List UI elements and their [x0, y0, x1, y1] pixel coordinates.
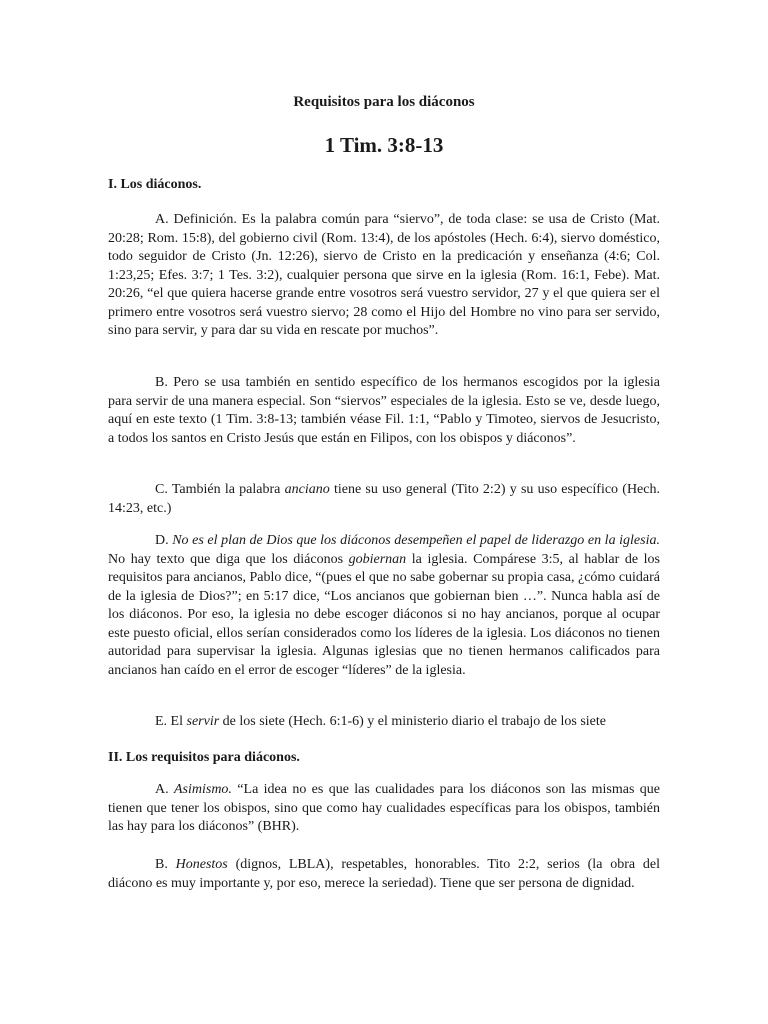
section-heading-diaconos: I. Los diáconos. [108, 177, 202, 192]
para-d-text-after: la iglesia. Compárese 3:5, al hablar de los requisitos para ancianos, Pablo dice, “(pues el que no sabe gobernar su propia casa, ¿cómo cuidará de la iglesia de Dios?”; en 5:17 dice, “Los ancianos que gobiernan bien …”. Nunca habla así de los diáconos. Por eso, la iglesia no debe escoger diáconos si no hay ancianos, porque al ocupar este puesto oficial, ellos serían considerados como los líderes de la iglesia. Los diáconos no tienen autoridad para supervisar la iglesia. Algunas iglesias que no tienen hermanos calificados para ancianos han caído en el error de escoger “líderes” de la iglesia. [108, 551, 661, 678]
sec2-para-b-after: (dignos, LBLA), respetables, honorables. Tito 2:2, serios (la obra del diácono es muy importante y, por eso, merece la seriedad). Tiene que ser persona de dignidad. [108, 857, 660, 891]
para-d-italic-1: No es el plan de Dios que los diáconos desempeñen el papel de liderazgo en la iglesia. [172, 533, 660, 548]
para-e-text-after: de los siete (Hech. 6:1-6) y el ministerio diario el trabajo de los siete [219, 714, 607, 729]
paragraph-definicion: A. Definición. Es la palabra común para “siervo”, de toda clase: se usa de Cristo (Mat. 20:28; Rom. 15:8), del gobierno civil (Rom. 13:4), de los apóstoles (Hech. 6:4), siervo doméstico, todo seguidor de Cristo (Jn. 12:26), siervo de Cristo en la predicación y enseñanza (4:6; Col. 1:23,25; Efes. 3:7; 1 Tes. 3:2), cualquier persona que sirve en la iglesia (Rom. 16:1, Febe). Mat. 20:26, “el que quiera hacerse grande entre vosotros será vuestro servidor, 27 y el que quiera ser el primero entre vosotros será vuestro siervo; 28 como el Hijo del Hombre no vino para ser servido, sino para servir, y para dar su vida en rescate por muchos”. [108, 212, 660, 338]
sec2-para-a-after: “La idea no es que las cualidades para los diáconos son las mismas que tienen que tener los obispos, sino que como hay cualidades específicas para los obispos, también las hay para los diáconos” (BHR). [108, 782, 660, 834]
para-c-text-after: tiene su uso general (Tito 2:2) y su uso específico (Hech. 14:23, etc.) [108, 482, 660, 516]
para-d-mid: No hay texto que diga que los diáconos [108, 551, 349, 567]
para-e-text-before: E. El [155, 714, 187, 729]
sec2-para-a-before: A. [155, 782, 174, 797]
sec2-para-b-italic: Honestos [175, 857, 228, 872]
paragraph-anciano [108, 481, 660, 518]
paragraph-honestos [108, 856, 660, 893]
scripture-reference: 1 Tim. 3:8-13 [324, 133, 444, 157]
paragraph-servir [108, 713, 660, 732]
para-c-text-before: C. También la palabra [155, 482, 285, 497]
sec2-para-b-before: B. [155, 857, 176, 872]
sec2-para-a-italic: Asimismo. [173, 782, 232, 797]
section-heading-requisitos: II. Los requisitos para diáconos. [108, 750, 300, 765]
para-c-italic: anciano [284, 482, 330, 497]
paragraph-liderazgo [108, 532, 660, 680]
paragraph-asimismo [108, 781, 660, 837]
para-d-italic-2: gobiernan [348, 551, 407, 567]
para-e-italic: servir [186, 714, 220, 729]
document-title: Requisitos para los diáconos [293, 94, 475, 110]
paragraph-sentido-especifico: B. Pero se usa también en sentido específico de los hermanos escogidos por la iglesia para servir de una manera especial. Son “siervos” especiales de la iglesia. Esto se ve, desde luego, aquí en este texto (1 Tim. 3:8-13; también véase Fil. 1:1, “Pablo y Timoteo, siervos de Jesucristo, a todos los santos en Cristo Jesús que están en Filipos, con los obispos y diáconos”. [108, 375, 660, 446]
para-d-prefix: D. [155, 533, 173, 548]
